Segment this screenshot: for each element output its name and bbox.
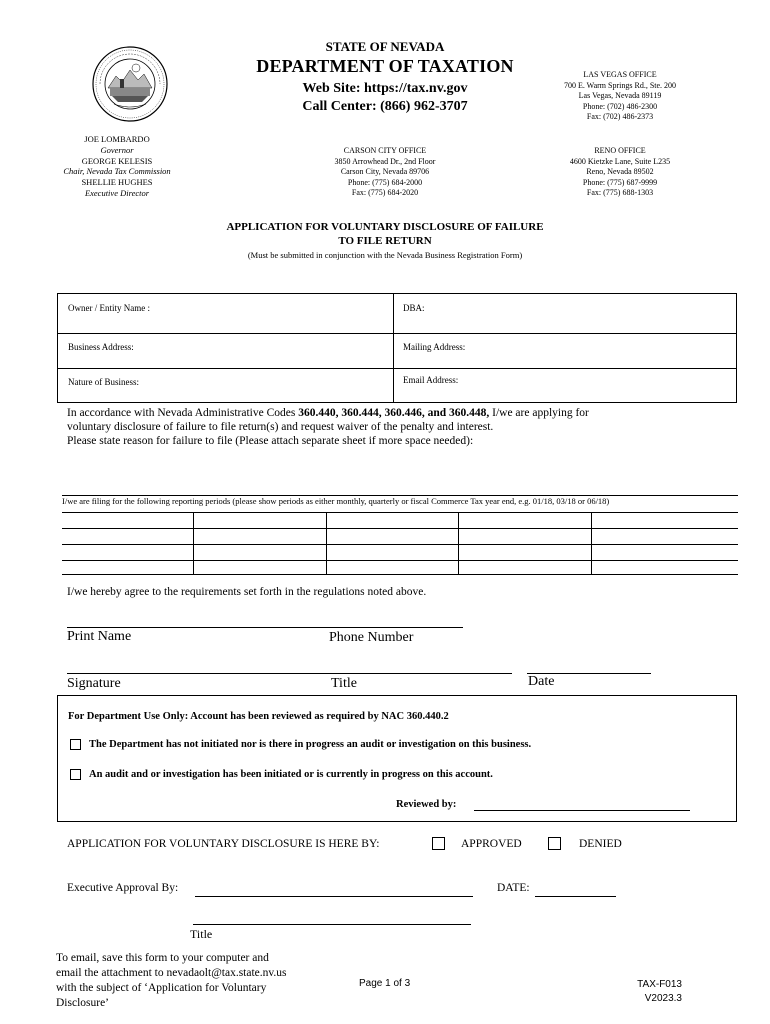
office-line: Phone: (702) 486-2300 [582, 101, 658, 111]
agreement-statement: I/we hereby agree to the requirements set forth in the regulations noted above. [67, 586, 427, 598]
email-address-field[interactable]: Email Address: [403, 375, 459, 385]
reviewed-by-label: Reviewed by: [396, 799, 457, 810]
para-text: Please state reason for failure to file (Please attach separate sheet if more space needed): [67, 435, 474, 447]
nac-codes: 360.440, 360.444, 360.446, and 360.448, [298, 407, 490, 419]
reviewed-by-line[interactable] [474, 810, 690, 811]
office-line: Fax: (775) 684-2020 [351, 188, 419, 197]
office-name: RENO OFFICE [594, 146, 646, 155]
department-use-box [57, 695, 737, 822]
office-name: CARSON CITY OFFICE [343, 146, 427, 155]
no-audit-label: The Department has not initiated nor is there in progress an audit or investigation on this business. [89, 739, 532, 750]
office-name: LAS VEGAS OFFICE [583, 70, 657, 79]
office-line: Carson City, Nevada 89706 [340, 167, 430, 176]
form-id-code: TAX-F013 [637, 979, 682, 990]
official-name: GEORGE KELESIS [81, 155, 153, 166]
office-line: Fax: (702) 486-2373 [586, 112, 654, 121]
signature-line[interactable] [67, 673, 512, 674]
executive-approval-label: Executive Approval By: [67, 882, 179, 894]
date-label: Date [528, 674, 555, 689]
owner-entity-name-field[interactable]: Owner / Entity Name : [68, 303, 150, 313]
form-title-line1: APPLICATION FOR VOLUNTARY DISCLOSURE OF FAILURE [226, 221, 544, 233]
office-line: Fax: (775) 688-1303 [586, 188, 654, 197]
department-name: DEPARTMENT OF TAXATION [256, 56, 514, 76]
email-note-line: email the attachment to nevadaolt@tax.state.nv.us [56, 967, 287, 979]
office-line: Phone: (775) 684-2000 [347, 177, 423, 187]
disclosure-paragraph [67, 406, 747, 448]
para-text: voluntary disclosure of failure to file return(s) and request waiver of the penalty and interest. [67, 421, 494, 433]
las-vegas-office [545, 70, 695, 123]
periods-header: I/we are filing for the following reporting periods (please show periods as either monthly, quarterly or fiscal Commerce Tax year end, e.g. 01/18, 03/18 or 06/18) [62, 496, 610, 506]
denied-label: DENIED [579, 838, 622, 850]
carson-city-office [310, 146, 460, 199]
signature-label: Signature [67, 676, 121, 691]
approval-title-label: Title [190, 927, 213, 941]
officials-list [52, 134, 182, 199]
print-name-line[interactable] [67, 627, 463, 628]
state-name: STATE OF NEVADA [325, 39, 445, 54]
email-note-line: Disclosure’ [56, 997, 110, 1009]
no-audit-checkbox[interactable] [70, 739, 81, 750]
para-text: I/we are applying for [489, 407, 589, 419]
dba-field[interactable]: DBA: [403, 303, 425, 313]
office-line: 700 E. Warm Springs Rd., Ste. 200 [563, 80, 677, 90]
print-name-label: Print Name [67, 629, 132, 644]
email-note-line: To email, save this form to your computer and [56, 952, 269, 964]
email-note-line: with the subject of ‘Application for Voluntary [56, 982, 267, 994]
form-note: (Must be submitted in conjunction with the Nevada Business Registration Form) [247, 250, 523, 260]
approval-label: APPLICATION FOR VOLUNTARY DISCLOSURE IS HERE BY: [67, 838, 380, 850]
office-line: Phone: (775) 687-9999 [582, 177, 658, 187]
approval-date-label: DATE: [497, 882, 530, 894]
official-name: SHELLIE HUGHES [81, 177, 153, 188]
form-version: V2023.3 [644, 993, 682, 1004]
reno-office [545, 146, 695, 199]
dept-use-heading: For Department Use Only: Account has been reviewed as required by NAC 360.440.2 [68, 711, 449, 722]
business-info-table [57, 293, 737, 403]
para-text: In accordance with Nevada Administrative Codes [67, 407, 299, 419]
call-center: Call Center: (866) 962-3707 [302, 99, 468, 114]
page-number: Page 1 of 3 [359, 978, 411, 989]
office-line: Las Vegas, Nevada 89119 [578, 91, 662, 100]
approved-checkbox[interactable] [432, 837, 445, 850]
phone-number-label: Phone Number [329, 630, 414, 645]
approved-label: APPROVED [461, 838, 522, 850]
reporting-periods-grid[interactable] [62, 496, 738, 576]
office-line: Reno, Nevada 89502 [586, 167, 654, 176]
approval-title-line[interactable] [193, 924, 471, 925]
official-title: Chair, Nevada Tax Commission [63, 166, 171, 177]
mailing-address-field[interactable]: Mailing Address: [403, 342, 466, 352]
official-title: Governor [100, 144, 134, 155]
form-id [632, 978, 682, 1006]
executive-approval-line[interactable] [195, 896, 473, 897]
official-name: JOE LOMBARDO [84, 134, 150, 144]
email-instructions [56, 951, 287, 1011]
official-title: Executive Director [84, 187, 150, 198]
website[interactable]: Web Site: https://tax.nv.gov [302, 81, 468, 96]
form-title-line2: TO FILE RETURN [338, 235, 432, 247]
office-line: 4600 Kietzke Lane, Suite L235 [569, 156, 671, 166]
denied-checkbox[interactable] [548, 837, 561, 850]
nature-of-business-field[interactable]: Nature of Business: [68, 377, 139, 387]
approval-date-line[interactable] [535, 896, 616, 897]
title-label: Title [331, 676, 357, 691]
office-line: 3850 Arrowhead Dr., 2nd Floor [334, 156, 436, 166]
audit-initiated-checkbox[interactable] [70, 769, 81, 780]
business-address-field[interactable]: Business Address: [68, 342, 134, 352]
audit-initiated-label: An audit and or investigation has been initiated or is currently in progress on this account. [89, 769, 493, 780]
